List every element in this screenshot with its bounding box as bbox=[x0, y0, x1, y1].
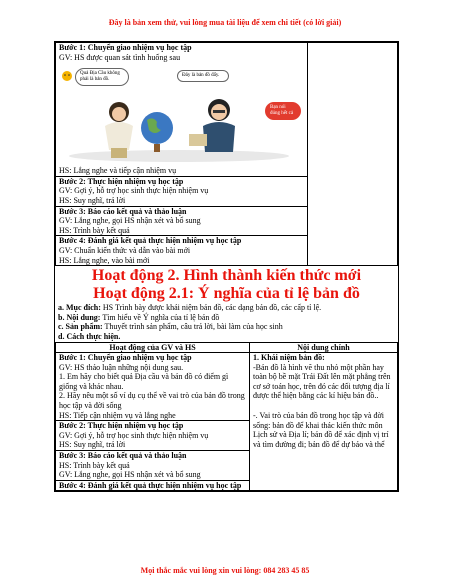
b-step1-cell bbox=[56, 353, 250, 421]
step1-title: Bước 1: Chuyển giao nhiệm vụ học tập bbox=[59, 43, 192, 52]
speech-bubble-left: Quả Địa Cầu không phải là bản đồ. bbox=[75, 68, 129, 86]
bottom-activity-table bbox=[55, 342, 398, 492]
b-step1-l4: HS: Tiếp cận nhiệm vụ và lắng nghe bbox=[59, 410, 176, 420]
content-label: b. Nội dung: bbox=[58, 312, 101, 322]
b-step3-hs: HS: Trình bày kết quả bbox=[59, 460, 130, 470]
b-step3-cell bbox=[56, 451, 250, 481]
content-p1: -Bản đồ là hình vẽ thu nhỏ một phần hay toàn bộ bề mặt Trái Đất lên mặt phẳng trên cơ sở toán học, trên đó các đối tượng địa lí được thể hiện bằng các kí hiệu bản đồ.. bbox=[253, 362, 391, 401]
b-step1-title: Bước 1: Chuyển giao nhiệm vụ học tập bbox=[59, 353, 192, 363]
b-step2-gv: GV: Gợi ý, hỗ trợ học sinh thực hiện nhiệm vụ bbox=[59, 430, 209, 440]
document-body bbox=[54, 41, 399, 492]
footer-notice: Mọi thắc mắc vui lòng xin vui lòng: 084 283 45 85 bbox=[140, 566, 310, 575]
b-step1-l3: 2. Hãy nêu một số ví dụ cụ thể về vai trò của bản đồ trong học tập và đời sống bbox=[59, 391, 245, 411]
b-step2-hs: HS: Suy nghĩ, trả lời bbox=[59, 440, 126, 450]
b-step4-cell bbox=[56, 480, 250, 491]
product-line bbox=[55, 322, 398, 332]
b-step1-l1: GV: HS thảo luận những nội dung sau. bbox=[59, 362, 184, 372]
b-step4-title: Bước 4: Đánh giá kết quả thực hiện nhiệm vụ học tập bbox=[59, 480, 242, 490]
step1-hs: HS: Lắng nghe và tiếp cận nhiệm vụ bbox=[59, 166, 177, 176]
product-label: c. Sản phẩm: bbox=[58, 322, 103, 332]
main-content-cell bbox=[250, 353, 398, 491]
speech-bubble-right: Đây là bản đồ đấy. bbox=[177, 70, 229, 82]
purpose-label: a. Mục đích: bbox=[58, 303, 101, 313]
activity-cell bbox=[56, 43, 308, 177]
step3-gv: GV: Lắng nghe, gọi HS nhận xét và bổ sung bbox=[59, 216, 201, 226]
content-text: Tìm hiểu về Ý nghĩa của tỉ lệ bản đồ bbox=[100, 312, 220, 322]
b-step3-title: Bước 3: Báo cáo kết quả và thảo luận bbox=[59, 451, 187, 461]
step2-gv: GV: Gợi ý, hỗ trợ học sinh thực hiện nhiệm vụ bbox=[59, 186, 209, 196]
step3-cell bbox=[56, 206, 308, 236]
content-p2: -. Vai trò của bản đồ trong học tập và đời sống: bản đồ để khai thác kiến thức môn Lịch sử và Địa lí; bản đồ để xác định vị trí và tìm đường đi; bản đồ để dự báo và thể bbox=[253, 411, 389, 449]
step2-title: Bước 2: Thực hiện nhiệm vụ học tập bbox=[59, 176, 184, 186]
b-step2-cell bbox=[56, 421, 250, 451]
b-step2-title: Bước 2: Thực hiện nhiệm vụ học tập bbox=[59, 421, 184, 431]
step4-hs: HS: Lắng nghe, vào bài mới bbox=[59, 255, 150, 265]
step1-text: GV: HS được quan sát tình huống sau bbox=[59, 52, 181, 62]
purpose-text: HS Trình bày được khái niệm bản đồ, các dạng bản đồ, các cấp tỉ lệ. bbox=[100, 303, 322, 313]
header-notice: Đây là bản xem thử, vui lòng mua tài liệu để xem chi tiết (có lời giải) bbox=[108, 18, 342, 27]
situation-illustration bbox=[59, 64, 304, 164]
content-title: 1. Khái niệm bản đồ: bbox=[253, 353, 325, 363]
step4-gv: GV: Chuẩn kiến thức và dẫn vào bài mới bbox=[59, 245, 191, 255]
col-header-content: Nội dung chính bbox=[250, 342, 398, 353]
subactivity-heading: Hoạt động 2.1: Ý nghĩa của tỉ lệ bản đồ bbox=[93, 285, 360, 303]
step3-title: Bước 3: Báo cáo kết quả và thảo luận bbox=[59, 206, 187, 216]
step4-title: Bước 4: Đánh giá kết quả thực hiện nhiệm vụ học tập bbox=[59, 236, 242, 246]
method-line: d. Cách thực hiện. bbox=[58, 331, 121, 341]
step2-cell bbox=[56, 176, 308, 206]
product-text: Thuyết trình sản phẩm, câu trả lời, bài làm của học sinh bbox=[102, 322, 283, 332]
activity-heading: Hoạt động 2. Hình thành kiến thức mới bbox=[91, 267, 362, 285]
step3-hs: HS: Trình bày kết quả bbox=[59, 225, 130, 235]
speech-bubble-small: Bạn nói đúng hết cả bbox=[265, 102, 301, 120]
b-step3-gv: GV: Lắng nghe, gọi HS nhận xét và bổ sung bbox=[59, 470, 201, 480]
content-line bbox=[55, 313, 398, 323]
b-step1-l2: 1. Em hãy cho biết quả Địa cầu và bản đồ có điểm gì giống và khác nhau. bbox=[59, 372, 229, 391]
top-activity-table bbox=[55, 42, 398, 266]
purpose-line bbox=[55, 303, 398, 313]
step2-hs: HS: Suy nghĩ, trả lời bbox=[59, 195, 126, 205]
section-block bbox=[55, 266, 398, 341]
step4-cell bbox=[56, 236, 308, 266]
col-header-activities: Hoạt động của GV và HS bbox=[56, 342, 250, 353]
content-cell-empty bbox=[308, 43, 398, 266]
